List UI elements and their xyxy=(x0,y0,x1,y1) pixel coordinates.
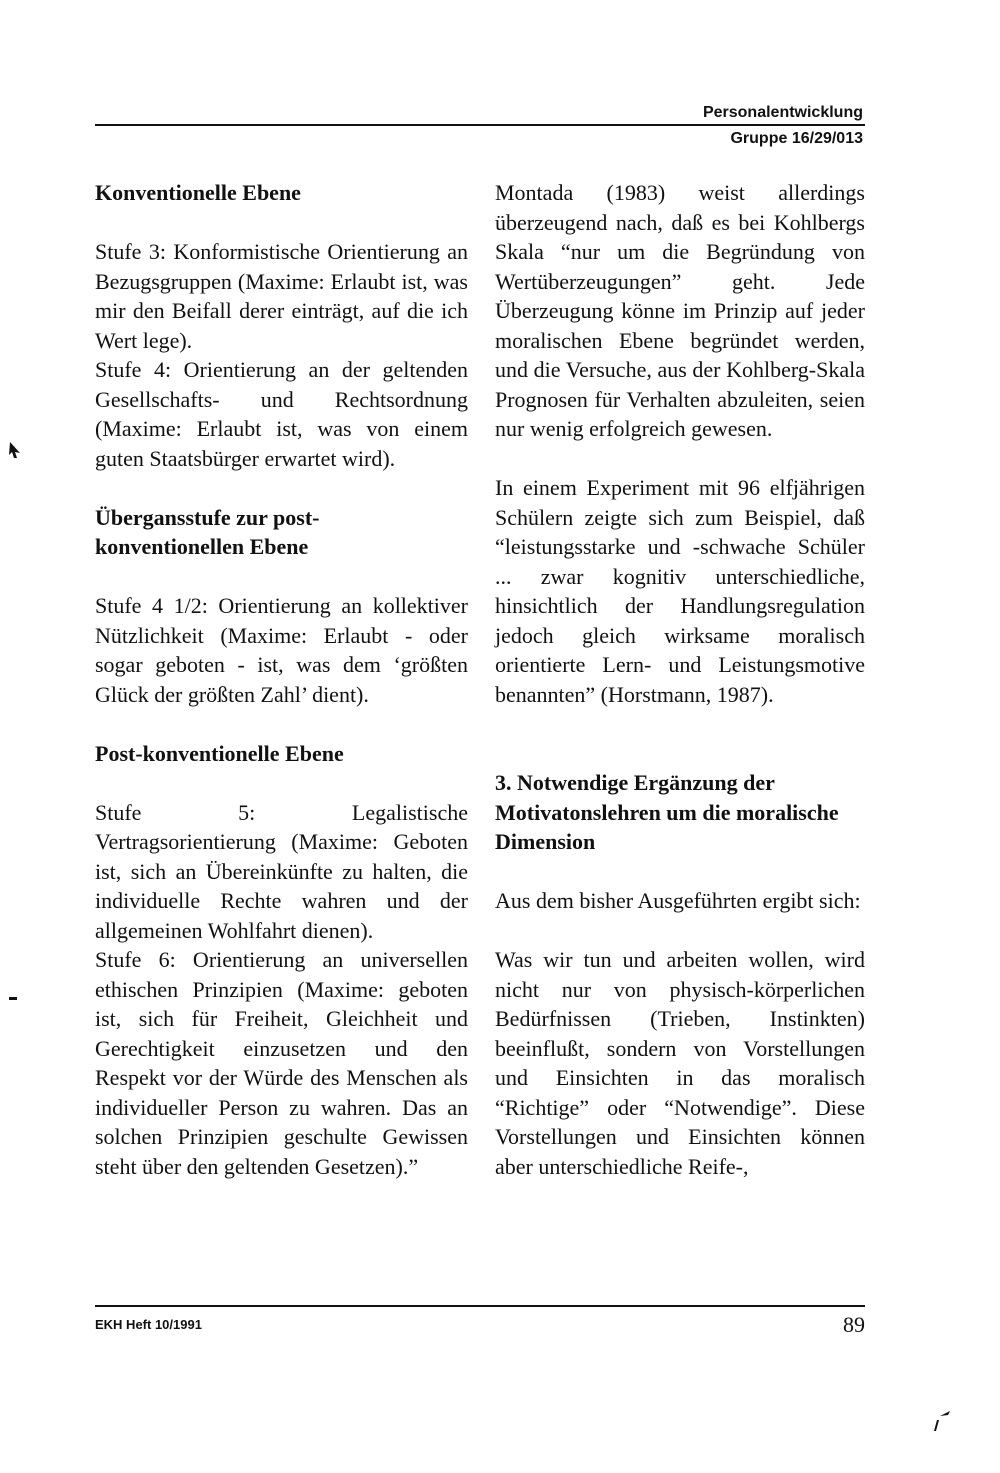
page-number: 89 xyxy=(843,1312,865,1337)
paragraph-montada: Montada (1983) weist allerdings überzeugend nach, daß es bei Kohlbergs Skala “nur um die Begründung von Wertüberzeugungen” geht. Jede Überzeugung könne im Prinzip auf jeder moralischen Ebene begründet werden, und die Versuche, aus der Kohlberg-Skala Prognosen für Verhalten abzuleiten, seien nur wenig erfolgreich gewesen. xyxy=(495,180,865,441)
footer-rule xyxy=(95,1305,865,1307)
scan-dash-mark xyxy=(9,989,19,1005)
running-header-group: Gruppe 16/29/013 xyxy=(730,130,863,147)
paragraph-stufe-4-5: Stufe 4 1/2: Orientierung an kollektiver Nützlichkeit (Maxime: Erlaubt - oder sogar geboten - ist, was dem ‘größten Glück der größten Zahl’ dient). xyxy=(95,593,468,707)
paragraph-stufe-5: Stufe 5: Legalistische Vertragsorientierung (Maxime: Geboten ist, sich an Übereinkünfte zu halten, die individuelle Rechte wahren und der allgemeinen Wohlfahrt dienen). xyxy=(95,799,468,943)
right-column xyxy=(495,178,865,1181)
paragraph-aus-dem-bisher: Aus dem bisher Ausgeführten ergibt sich: xyxy=(495,888,861,913)
paragraph-was-wir-tun: Was wir tun und arbeiten wollen, wird nicht nur von physisch-körperlichen Bedürfnissen (Trieben, Instinkten) beeinflußt, sondern von Vorstellungen und Einsichten in das moralisch “Richtige” oder “Notwendige”. Diese Vorstellungen und Einsichten können aber unterschiedliche Reife-, xyxy=(495,947,865,1179)
section-heading-uebergangsstufe: Übergansstufe zur post-konventionellen Ebene xyxy=(95,504,320,559)
scan-arrow-mark xyxy=(8,441,22,463)
paragraph-stufe-4: Stufe 4: Orientierung an der geltenden Gesellschafts- und Rechtsordnung (Maxime: Erlaubt ist, was von einem guten Staatsbürger erwartet wird). xyxy=(95,357,468,471)
running-header-title: Personalentwicklung xyxy=(702,104,863,121)
left-column xyxy=(95,178,468,1181)
scan-corner-mark xyxy=(928,1410,952,1434)
section-heading-notwendige-ergaenzung: 3. Notwendige Ergänzung der Motivatonslehren um die moralische Dimension xyxy=(495,770,839,854)
header-rule xyxy=(95,124,865,126)
paragraph-stufe-3: Stufe 3: Konformistische Orientierung an Bezugsgruppen (Maxime: Erlaubt ist, was mir den Beifall derer einträgt, auf die ich Wert lege). xyxy=(95,239,468,353)
paragraph-experiment: In einem Experiment mit 96 elfjährigen Schülern zeigte sich zum Beispiel, daß “leistungsstarke und -schwache Schüler ... zwar kognitiv unterschiedliche, hinsichtlich der Handlungsregulation jedoch gleich wirksame moralisch orientierte Lern- und Leistungsmotive benannten” (Horstmann, 1987). xyxy=(495,475,865,707)
section-heading-post-konventionelle: Post-konventionelle Ebene xyxy=(95,740,344,766)
section-heading-konventionelle: Konventionelle Ebene xyxy=(95,180,301,205)
paragraph-stufe-6: Stufe 6: Orientierung an universellen ethischen Prinzipien (Maxime: geboten ist, sich für Freiheit, Gleichheit und Gerechtigkeit einzusetzen und den Respekt vor der Würde des Menschen als individueller Person zu wahren. Das an solchen Prinzipien geschulte Gewissen steht über den geltenden Gesetzen).” xyxy=(95,947,468,1179)
footer-journal-issue: EKH Heft 10/1991 xyxy=(95,1317,202,1332)
